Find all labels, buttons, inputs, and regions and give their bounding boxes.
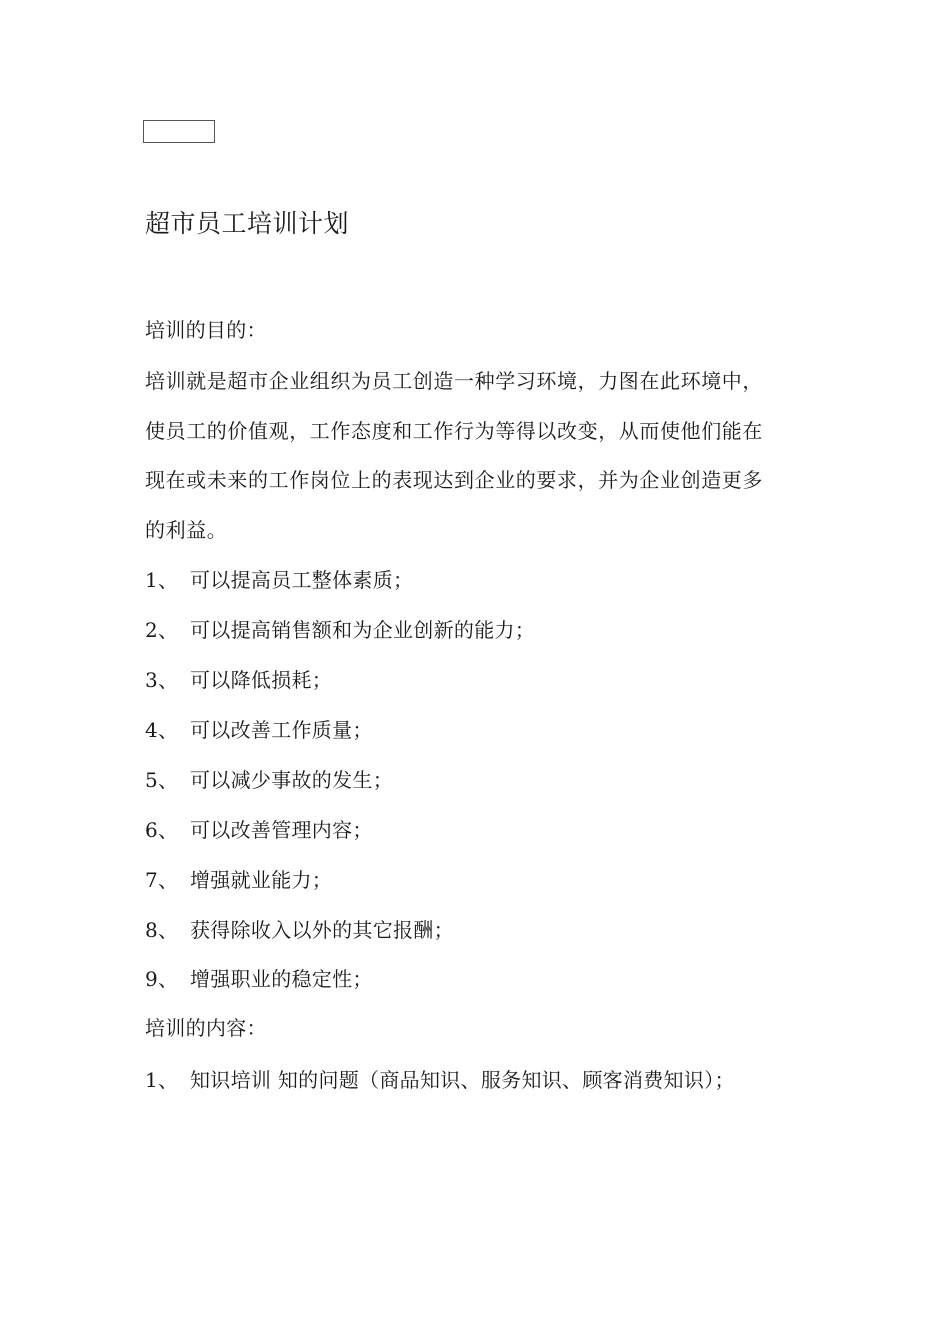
purpose-list-item [145,715,373,745]
list-item-number: 3、 [145,668,179,692]
purpose-list-item [145,565,413,595]
purpose-list-item [145,865,332,895]
list-item-number: 4、 [145,718,179,742]
list-item-text: 增强就业能力； [190,868,333,892]
list-item-text: 可以提高销售额和为企业创新的能力； [190,618,536,642]
list-item-text: 可以改善管理内容； [190,818,373,842]
purpose-list-item [145,765,393,795]
list-item-number: 1、 [145,568,179,592]
purpose-list-item [145,815,373,845]
purpose-list-item [145,615,535,645]
list-item-number: 8、 [145,918,179,942]
list-item-number: 6、 [145,818,179,842]
purpose-list-item [145,915,454,945]
list-item-text: 可以提高员工整体素质； [190,568,414,592]
list-item-text: 可以减少事故的发生； [190,768,393,792]
purpose-paragraph-line: 使员工的价值观，工作态度和工作行为等得以改变，从而使他们能在 [145,419,763,443]
purpose-list-item [145,964,373,994]
list-item-number: 2、 [145,618,179,642]
list-item-text: 知识培训 知的问题（商品知识、服务知识、顾客消费知识）； [190,1068,735,1092]
list-item-number: 7、 [145,868,179,892]
content-list-item [145,1065,735,1095]
list-item-number: 1、 [145,1068,179,1092]
list-item-text: 增强职业的稳定性； [190,967,373,991]
purpose-paragraph-line: 现在或未来的工作岗位上的表现达到企业的要求，并为企业创造更多 [145,468,763,492]
purpose-paragraph-line: 的利益。 [145,518,228,542]
list-item-text: 可以改善工作质量； [190,718,373,742]
purpose-heading: 培训的目的： [145,318,267,342]
purpose-list-item [145,665,332,695]
list-item-number: 9、 [145,967,179,991]
header-box [143,120,215,143]
document-title: 超市员工培训计划 [145,209,350,238]
purpose-paragraph-line: 培训就是超市企业组织为员工创造一种学习环境，力图在此环境中， [145,369,763,393]
content-heading: 培训的内容： [145,1016,267,1040]
list-item-text: 获得除收入以外的其它报酬； [190,918,454,942]
list-item-text: 可以降低损耗； [190,668,333,692]
list-item-number: 5、 [145,768,179,792]
